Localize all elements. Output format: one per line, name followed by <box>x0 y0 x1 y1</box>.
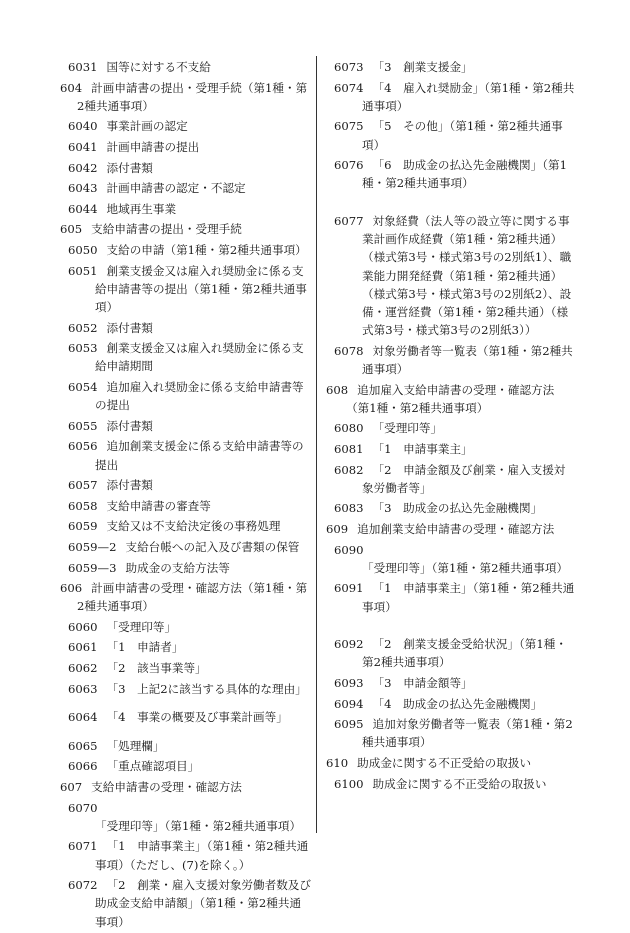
spacer <box>326 195 576 212</box>
toc-entry <box>60 319 312 337</box>
toc-entry <box>326 499 576 517</box>
entry-code: 6071 <box>68 839 98 854</box>
entry-text: 「3 申請金額等」 <box>372 675 473 690</box>
toc-entry <box>326 156 576 192</box>
toc-entry <box>326 419 576 437</box>
toc-entry <box>60 876 312 931</box>
entry-text: 国等に対する不支給 <box>106 60 211 74</box>
entry-code: 6059—2 <box>68 539 117 554</box>
entry-code: 6057 <box>68 478 98 493</box>
entry-code: 6092 <box>334 637 364 652</box>
toc-entry <box>326 342 576 378</box>
toc-entry <box>60 58 312 76</box>
toc-entry <box>60 417 312 435</box>
entry-text: 添付書類 <box>106 478 153 493</box>
toc-entry <box>60 200 312 218</box>
entry-text: 支給台帳への記入及び書類の保管 <box>125 539 300 554</box>
entry-text: 事業計画の認定 <box>106 119 188 134</box>
toc-section <box>60 79 312 115</box>
entry-text: 添付書類 <box>106 160 153 175</box>
toc-entry <box>60 757 312 775</box>
entry-code: 6060 <box>68 619 98 634</box>
entry-text: 「3 創業支援金」 <box>372 60 473 74</box>
entry-code: 6061 <box>68 640 98 655</box>
entry-text: 「4 助成金の払込先金融機関」 <box>372 696 543 711</box>
toc-entry <box>60 837 312 873</box>
entry-text: 創業支援金又は雇入れ奨励金に係る支給申請書等の提出（第1種・第2種共通事項） <box>95 263 307 314</box>
toc-entry <box>326 541 576 577</box>
toc-entry <box>326 674 576 692</box>
toc-entry <box>326 117 576 153</box>
entry-code: 6064 <box>68 710 98 725</box>
entry-text: 計画申請書の認定・不認定 <box>106 181 246 196</box>
entry-code: 610 <box>326 755 349 770</box>
entry-code: 6095 <box>334 717 364 732</box>
entry-code: 6052 <box>68 320 98 335</box>
entry-text: 対象労働者等一覧表（第1種・第2種共通事項） <box>362 343 573 376</box>
entry-code: 6077 <box>334 213 364 228</box>
toc-entry <box>326 461 576 497</box>
right-column <box>326 58 576 795</box>
entry-text: 計画申請書の提出 <box>106 139 200 154</box>
entry-text: 「受理印等」 <box>372 421 443 436</box>
entry-text: 「2 創業支援金受給状況」（第1種・第2種共通事項） <box>362 637 567 670</box>
entry-text: 追加創業支給申請書の受理・確認方法 <box>357 521 555 536</box>
toc-entry <box>326 775 576 793</box>
entry-code: 6093 <box>334 675 364 690</box>
entry-text: 追加創業支援金に係る支給申請書等の提出 <box>95 439 304 472</box>
entry-text: 「6 助成金の払込先金融機関」（第1種・第2種共通事項） <box>362 158 567 191</box>
entry-code: 6082 <box>334 462 364 477</box>
entry-code: 6065 <box>68 738 98 753</box>
spacer <box>326 618 576 635</box>
toc-entry <box>60 517 312 535</box>
entry-text: 支給申請書の受理・確認方法 <box>91 780 242 795</box>
entry-text: 対象経費（法人等の設立等に関する事業計画作成経費（第1種・第2種共通）（様式第3号・様式第3号の2別紙1）、職業能力開発経費（第1種・第2種共通）（様式第3号・様式第3号の2別紙2）、設備・運営経費（第1種・第2種共通）（様式第3号・様式第3号の2別紙3）） <box>362 213 572 338</box>
toc-section <box>60 579 312 615</box>
entry-code: 6075 <box>334 119 364 134</box>
entry-code: 6078 <box>334 343 364 358</box>
entry-text: 「3 上記2に該当する具体的な理由」 <box>106 681 307 696</box>
toc-entry <box>60 659 312 677</box>
toc-entry <box>60 378 312 414</box>
entry-code: 607 <box>60 780 83 795</box>
entry-text: 支給申請書の提出・受理手続 <box>91 222 242 237</box>
toc-entry <box>60 538 312 556</box>
entry-code: 6031 <box>68 60 98 74</box>
entry-text: 「2 申請金額及び創業・雇入支援対象労働者等」 <box>362 462 566 495</box>
toc-entry <box>60 638 312 656</box>
entry-text: 添付書類 <box>106 320 153 335</box>
entry-text: 「1 申請者」 <box>106 640 184 655</box>
toc-entry <box>60 737 312 755</box>
entry-text: 追加雇入れ奨励金に係る支給申請書等の提出 <box>95 379 304 413</box>
entry-text: 「1 申請事業主」（第1種・第2種共通事項）（ただし、(7)を除く。） <box>95 839 309 872</box>
entry-code: 6063 <box>68 681 98 696</box>
toc-entry <box>60 117 312 135</box>
toc-entry <box>60 708 312 726</box>
entry-text: 計画申請書の提出・受理手続（第1種・第2種共通事項） <box>77 80 308 113</box>
toc-entry <box>326 715 576 751</box>
entry-text: 追加対象労働者等一覧表（第1種・第2種共通事項） <box>362 717 573 750</box>
entry-code: 6070 <box>68 800 98 815</box>
entry-code: 6042 <box>68 160 98 175</box>
column-divider <box>316 56 317 833</box>
entry-code: 6043 <box>68 181 98 196</box>
toc-entry <box>326 635 576 671</box>
entry-code: 6083 <box>334 501 364 516</box>
entry-code: 6081 <box>334 441 364 456</box>
entry-text: 計画申請書の受理・確認方法（第1種・第2種共通事項） <box>77 581 308 614</box>
entry-text: 添付書類 <box>106 418 153 433</box>
toc-entry <box>326 695 576 713</box>
entry-code: 6073 <box>334 60 364 74</box>
entry-text: 助成金の支給方法等 <box>125 560 230 575</box>
entry-text: 「2 該当事業等」 <box>106 661 207 676</box>
entry-code: 6059—3 <box>68 560 117 575</box>
entry-code: 6062 <box>68 661 98 676</box>
entry-text: 「受理印等」（第1種・第2種共通事項） <box>95 818 302 833</box>
spacer <box>60 700 312 708</box>
toc-entry <box>60 179 312 197</box>
toc-section <box>326 381 576 417</box>
toc-entry <box>60 159 312 177</box>
entry-text: 「処理欄」 <box>106 738 165 753</box>
entry-code: 608 <box>326 382 349 397</box>
entry-code: 6054 <box>68 379 98 394</box>
entry-text: 支給申請書の審査等 <box>106 498 211 513</box>
entry-text: 創業支援金又は雇入れ奨励金に係る支給申請期間 <box>95 341 304 374</box>
entry-code: 604 <box>60 80 83 95</box>
toc-entry <box>60 618 312 636</box>
toc-entry <box>326 579 576 615</box>
entry-code: 6094 <box>334 696 364 711</box>
toc-entry <box>60 241 312 259</box>
toc-entry <box>326 212 576 339</box>
entry-text: 助成金に関する不正受給の取扱い <box>372 776 547 791</box>
entry-text: 「2 創業・雇入支援対象労働者数及び助成金支給申請額」（第1種・第2種共通事項） <box>95 878 311 929</box>
toc-section <box>326 754 576 772</box>
toc-entry <box>60 437 312 473</box>
entry-code: 6040 <box>68 119 98 134</box>
entry-code: 6056 <box>68 439 98 454</box>
spacer <box>60 729 312 737</box>
entry-text: 助成金に関する不正受給の取扱い <box>357 755 532 770</box>
left-column <box>60 58 312 933</box>
toc-section <box>326 520 576 538</box>
entry-text: 「重点確認項目」 <box>106 759 200 774</box>
toc-entry <box>60 497 312 515</box>
entry-code: 6055 <box>68 418 98 433</box>
entry-text: 地域再生事業 <box>106 201 177 216</box>
entry-text: 「3 助成金の払込先金融機関」 <box>372 501 543 516</box>
entry-text: 「4 雇入れ奨励金」（第1種・第2種共通事項） <box>362 80 575 113</box>
entry-code: 6058 <box>68 498 98 513</box>
entry-code: 6051 <box>68 263 98 278</box>
toc-entry <box>60 799 312 835</box>
entry-text: 支給の申請（第1種・第2種共通事項） <box>106 242 307 257</box>
entry-code: 6041 <box>68 139 98 154</box>
entry-code: 606 <box>60 581 83 596</box>
toc-entry <box>326 79 576 115</box>
entry-code: 6076 <box>334 158 364 173</box>
toc-entry <box>60 476 312 494</box>
entry-code: 6066 <box>68 759 98 774</box>
toc-entry <box>60 339 312 375</box>
toc-entry <box>326 58 576 76</box>
entry-text: 「5 その他」（第1種・第2種共通事項） <box>362 119 563 152</box>
entry-code: 6050 <box>68 242 98 257</box>
toc-entry <box>326 440 576 458</box>
toc-entry <box>60 138 312 156</box>
entry-code: 6059 <box>68 519 98 534</box>
toc-section <box>60 778 312 796</box>
entry-code: 6072 <box>68 878 98 893</box>
entry-code: 6100 <box>334 776 364 791</box>
entry-text: 追加雇入支給申請書の受理・確認方法（第1種・第2種共通事項） <box>346 382 555 415</box>
entry-text: 「受理印等」 <box>106 619 177 634</box>
entry-text: 「受理印等」（第1種・第2種共通事項） <box>362 560 569 575</box>
entry-text: 支給又は不支給決定後の事務処理 <box>106 519 281 534</box>
entry-code: 6091 <box>334 581 364 596</box>
toc-section <box>60 220 312 238</box>
entry-code: 6044 <box>68 201 98 216</box>
entry-code: 6053 <box>68 341 98 356</box>
entry-text: 「4 事業の概要及び事業計画等」 <box>106 710 288 725</box>
toc-entry <box>60 680 312 698</box>
entry-code: 6074 <box>334 80 364 95</box>
entry-text: 「1 申請事業主」 <box>372 441 473 456</box>
entry-code: 605 <box>60 222 83 237</box>
entry-code: 6080 <box>334 421 364 436</box>
entry-code: 6090 <box>334 542 364 557</box>
entry-text: 「1 申請事業主」（第1種・第2種共通事項） <box>362 581 575 614</box>
toc-entry <box>60 559 312 577</box>
toc-entry <box>60 262 312 317</box>
entry-code: 609 <box>326 521 349 536</box>
